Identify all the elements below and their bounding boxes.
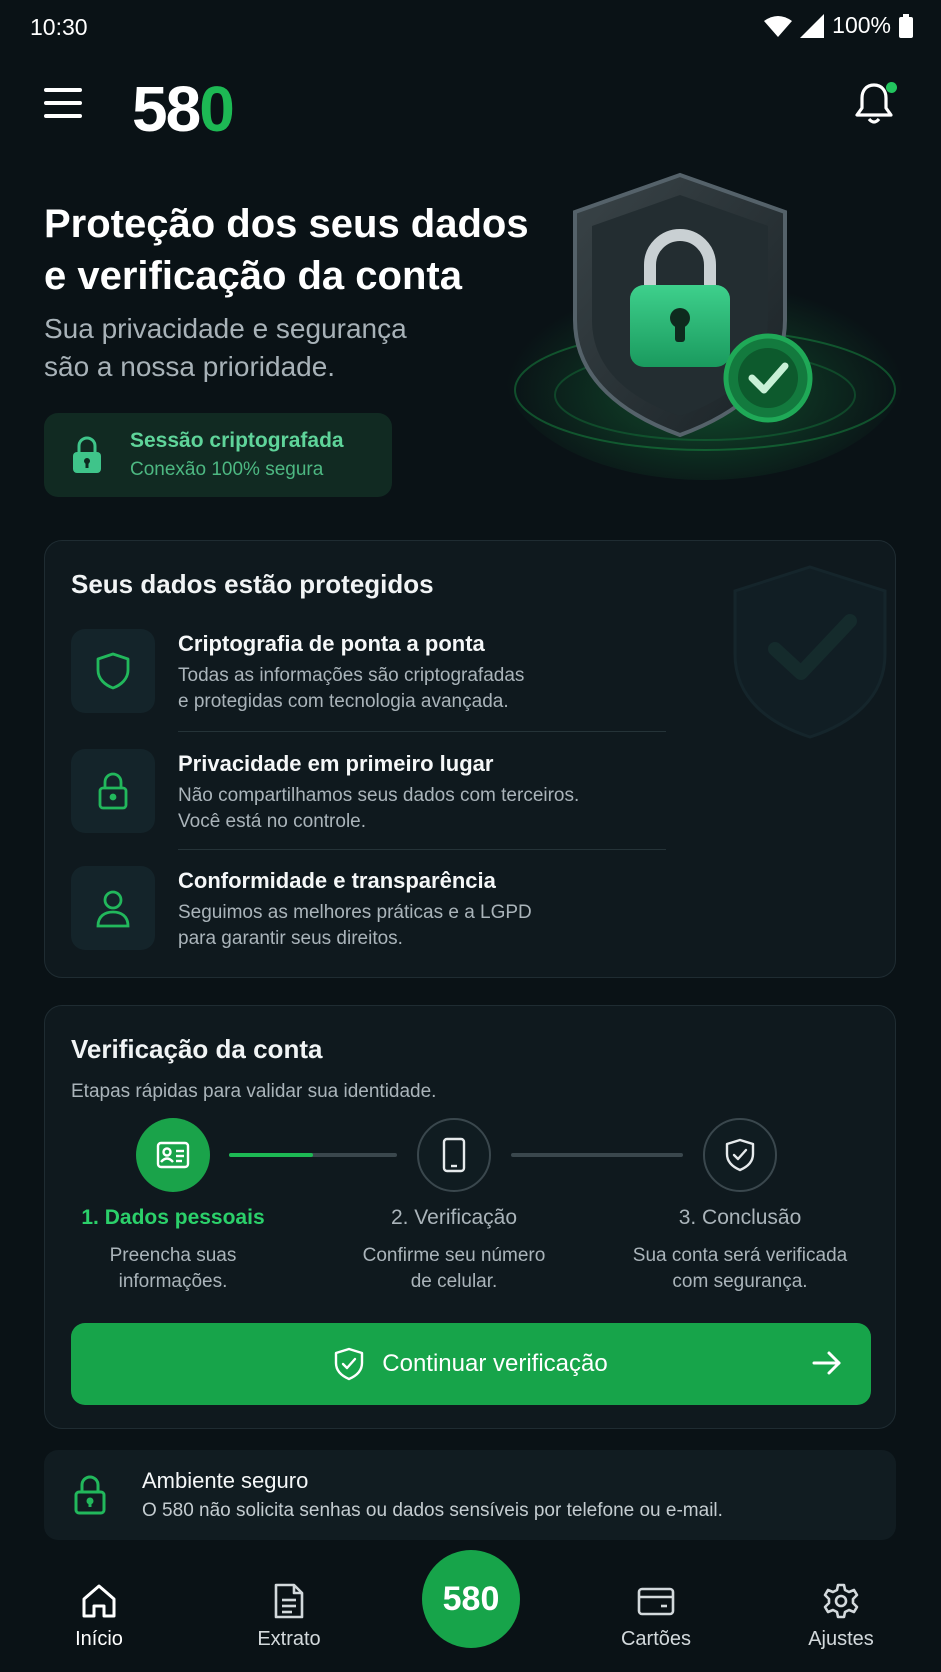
step-2-description	[324, 1243, 584, 1295]
feature-description	[178, 783, 648, 835]
nav-home-label: Início	[75, 1628, 123, 1650]
step-1-label: 1. Dados pessoais	[81, 1206, 265, 1229]
step-desc-line: Preencha suas	[109, 1245, 237, 1266]
secure-environment-notice	[44, 1450, 896, 1540]
brand-logo	[132, 72, 233, 146]
battery-icon	[899, 14, 913, 38]
nav-cards[interactable]	[596, 1582, 716, 1651]
lock-icon	[70, 435, 104, 475]
continue-verification-label: Continuar verificação	[382, 1350, 608, 1377]
data-protection-card	[44, 540, 896, 978]
home-icon	[80, 1582, 118, 1620]
gear-icon	[822, 1582, 860, 1620]
step-1-2-connector	[229, 1153, 397, 1157]
secure-title: Ambiente seguro	[142, 1468, 309, 1493]
step-2-3-connector	[511, 1153, 683, 1157]
session-title: Sessão criptografada	[130, 429, 344, 452]
signal-icon	[800, 14, 824, 38]
step-3-indicator[interactable]	[703, 1118, 777, 1192]
title-line: e verificação da conta	[44, 254, 462, 298]
verification-card-title: Verificação da conta	[71, 1034, 323, 1064]
logo-accent: 0	[199, 73, 233, 145]
subtitle-line: Sua privacidade e segurança	[44, 313, 407, 344]
lock-icon	[72, 1474, 108, 1516]
page-subtitle	[44, 310, 464, 386]
nav-statement[interactable]	[229, 1582, 349, 1651]
step-2-label: 2. Verificação	[390, 1206, 518, 1229]
step-desc-line: de celular.	[410, 1271, 498, 1292]
id-card-icon	[156, 1141, 190, 1169]
arrow-right-icon	[811, 1347, 843, 1379]
status-icons	[764, 12, 913, 39]
title-line: Proteção dos seus dados	[44, 202, 529, 246]
feature-desc-line: Não compartilhamos seus dados com terceiros.	[178, 785, 580, 806]
verification-subtitle: Etapas rápidas para validar sua identidade.	[71, 1081, 437, 1102]
secure-description: O 580 não solicita senhas ou dados sensíveis por telefone ou e-mail.	[142, 1500, 723, 1521]
shield-check-icon	[334, 1347, 364, 1381]
feature-icon-box	[71, 749, 155, 833]
nav-statement-label: Extrato	[257, 1628, 321, 1650]
step-2-indicator[interactable]	[417, 1118, 491, 1192]
step-1-indicator[interactable]	[136, 1118, 210, 1192]
step-3-label: 3. Conclusão	[678, 1206, 802, 1229]
user-icon	[94, 888, 132, 928]
shield-check-icon	[725, 1138, 755, 1172]
step-desc-line: Sua conta será verificada	[632, 1245, 848, 1266]
session-subtitle: Conexão 100% segura	[130, 459, 324, 480]
feature-desc-line: Você está no controle.	[178, 811, 367, 832]
step-desc-line: informações.	[118, 1271, 228, 1292]
document-icon	[272, 1582, 306, 1620]
menu-icon-line	[44, 114, 82, 118]
feature-title: Privacidade em primeiro lugar	[178, 751, 494, 776]
step-3-description	[610, 1243, 870, 1295]
step-desc-line: com segurança.	[672, 1271, 808, 1292]
shield-icon	[95, 651, 131, 691]
nav-settings-label: Ajustes	[808, 1628, 874, 1650]
step-1-description	[43, 1243, 303, 1295]
subtitle-line: são a nossa prioridade.	[44, 351, 336, 382]
feature-desc-line: e protegidas com tecnologia avançada.	[178, 691, 509, 712]
protection-card-title: Seus dados estão protegidos	[71, 569, 434, 599]
nav-center-580-button[interactable]: 580	[422, 1550, 520, 1648]
divider	[178, 849, 666, 850]
notification-dot	[886, 82, 897, 93]
feature-description	[178, 663, 648, 715]
continue-verification-button[interactable]	[71, 1323, 871, 1405]
smartphone-icon	[442, 1137, 466, 1173]
shield-lock-illustration	[500, 170, 910, 480]
menu-icon-line	[44, 88, 82, 92]
menu-button[interactable]	[44, 88, 82, 118]
divider	[178, 731, 666, 732]
battery-level: 100%	[832, 12, 891, 38]
nav-home[interactable]	[39, 1582, 159, 1651]
nav-settings[interactable]	[781, 1582, 901, 1651]
credit-card-icon	[636, 1582, 676, 1620]
feature-icon-box	[71, 629, 155, 713]
lock-icon	[95, 771, 131, 811]
account-verification-card	[44, 1005, 896, 1429]
feature-desc-line: Seguimos as melhores práticas e a LGPD	[178, 902, 532, 923]
wifi-icon	[764, 15, 792, 37]
notifications-button[interactable]	[853, 80, 899, 128]
feature-title: Criptografia de ponta a ponta	[178, 631, 485, 656]
logo-main: 58	[132, 73, 200, 145]
nav-cards-label: Cartões	[620, 1628, 692, 1650]
menu-icon-line	[44, 101, 82, 105]
session-badge	[44, 413, 392, 497]
feature-icon-box	[71, 866, 155, 950]
shield-check-watermark-icon	[725, 559, 895, 741]
feature-desc-line: para garantir seus direitos.	[178, 928, 403, 949]
status-time: 10:30	[30, 14, 88, 40]
feature-description	[178, 900, 648, 952]
connector-progress	[229, 1153, 313, 1157]
feature-title: Conformidade e transparência	[178, 868, 496, 893]
feature-desc-line: Todas as informações são criptografadas	[178, 665, 525, 686]
step-desc-line: Confirme seu número	[362, 1245, 546, 1266]
